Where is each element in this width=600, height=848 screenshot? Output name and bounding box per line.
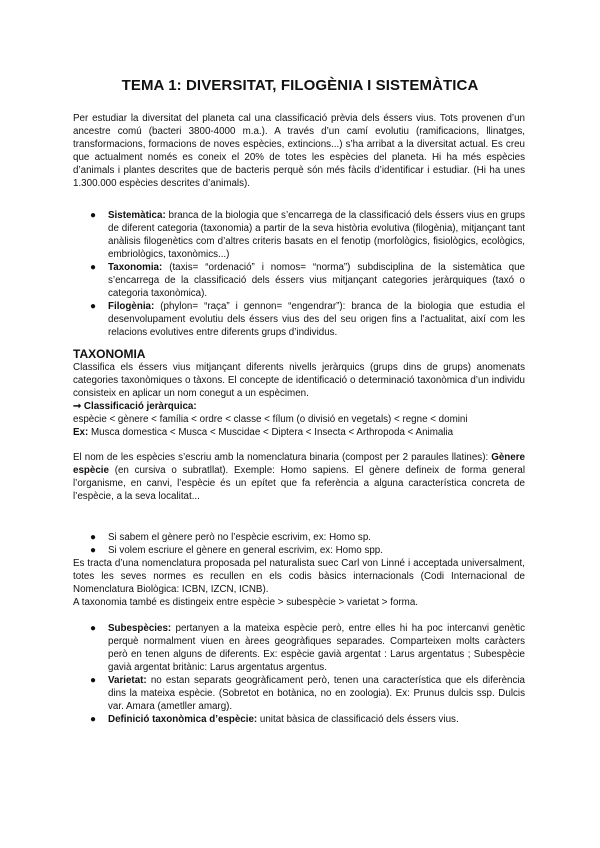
example-line	[73, 426, 525, 439]
below-species-text: A taxonomia també es distingeix entre espècie > subespècie > varietat > forma.	[73, 597, 418, 608]
definition-text: (phylon= “raça” i gennon= “engendrar”): branca de la biologia que estudia el desenvolupament evolutiu dels éssers vius des del seu origen fins a l’actualitat, així com les relacions evolutives entre diferents grups d’individus.	[108, 301, 525, 338]
list-item-text: Si sabem el gènere però no l’espècie escrivim, ex: Homo sp.	[108, 532, 372, 543]
list-item	[73, 209, 525, 261]
definition-term: Taxonomia:	[108, 262, 163, 273]
hierarchy-label: ➞ Classificació jeràrquica:	[73, 401, 197, 412]
nomenclature-list	[73, 531, 525, 557]
bullet-icon: ●	[90, 210, 97, 221]
nomenclature-text-1: El nom de les espècies s’escriu amb la nomenclatura binaria (compost per 2 paraules llatines):	[73, 452, 492, 463]
subcategory-term: Subespècies:	[108, 623, 172, 634]
list-item	[73, 674, 525, 713]
list-item	[73, 531, 525, 544]
definition-term: Filogènia:	[108, 301, 155, 312]
page-title: TEMA 1: DIVERSITAT, FILOGÈNIA I SISTEMÀTICA	[121, 77, 479, 94]
list-item	[73, 622, 525, 674]
subcategories-list	[73, 622, 525, 726]
nomenclature-paragraph	[73, 451, 525, 503]
example-label: Ex:	[73, 427, 89, 438]
hierarchy-line: espècie < gènere < família < ordre < classe < fílum (o divisió en vegetals) < regne < domini	[73, 414, 468, 425]
bullet-icon: ●	[90, 262, 97, 273]
bullet-icon: ●	[90, 545, 97, 556]
subcategory-text: unitat bàsica de classificació dels éssers vius.	[257, 714, 459, 725]
intro-paragraph: Per estudiar la diversitat del planeta cal una classificació prèvia dels éssers vius. Tots provenen d’un ancestre comú (bacteri 3800-4000 m.a.). A través d’un camí evolutiu (ramificacions, llinatges, transformacions, formacions de noves espècies, extincions...) s’ha arribat a la diversitat actual. Es creu que actualment només es coneix el 20% de totes les espècies del planeta. Hi ha més espècies d’animals i plantes descrites que de bacteris perquè són més fàcils d’identificar i estudiar. (Hi ha unes 1.300.000 espècies descrites d’animals).	[73, 113, 525, 189]
subcategory-text: pertanyen a la mateixa espècie però, entre elles hi ha poc intercanvi genètic perquè normalment viuen en àrees geogràfiques separades. Comparteixen molts caràcters però en tenen alguns de diferents. Ex: espècie gavià argentat : Larus argentatus ; Subespècie gavià argentat britànic: Larus argentatus argentus.	[108, 623, 525, 673]
list-item	[73, 261, 525, 300]
bullet-icon: ●	[90, 301, 97, 312]
bullet-icon: ●	[90, 675, 97, 686]
bullet-icon: ●	[90, 532, 97, 543]
bullet-icon: ●	[90, 623, 97, 634]
definition-text: branca de la biologia que s’encarrega de la classificació dels éssers vius en grups de diferent categoria (taxonomia) a partir de la seva història evolutiva (filogènia), mitjançant tant anàlisis filogenètics com d’altres criteris basats en el fenotip (morfològics, fisiològics, ecològics, embriològics, taxonòmics...)	[108, 210, 525, 260]
bullet-icon: ●	[90, 714, 97, 725]
nomenclature-term: Gènere espècie	[73, 452, 525, 476]
subcategory-term: Varietat:	[108, 675, 147, 686]
taxonomy-description: Classifica els éssers vius mitjançant diferents nivells jeràrquics (grups dins de grups) anomenats categories taxonòmiques o tàxons. El concepte de identificació o determinació taxonòmica d’un individu consisteix en aplicar un nom conegut a un espècimen.	[73, 362, 525, 399]
taxonomy-section	[73, 361, 525, 439]
subcategory-term: Definició taxonòmica d’espècie:	[108, 714, 258, 725]
definition-term: Sistemàtica:	[108, 210, 166, 221]
list-item	[73, 300, 525, 339]
list-item	[73, 713, 525, 726]
definitions-list	[73, 209, 525, 339]
nomenclature-text-2: (en cursiva o subratllat). Exemple: Homo sapiens. El gènere defineix de forma general l’organisme, en canvi, l’espècie és un epítet que fa referència a alguna característica concreta de l’espècie, a la seva localitat...	[73, 465, 525, 502]
linne-paragraph	[73, 557, 525, 609]
section-heading-taxonomia: TAXONOMIA	[73, 347, 146, 361]
subcategory-text: no estan separats geogràficament però, tenen una característica que els diferència dins la mateixa espècie. (Sobretot en botànica, no en zoologia). Ex: Prunus dulcis ssp. Dulcis var. Amara (ametller amarg).	[108, 675, 525, 712]
list-item	[73, 544, 525, 557]
definition-text: (taxis= “ordenació” i nomos= “norma”) subdisciplina de la sistemàtica que s’encarrega de la classificació dels éssers vius mitjançant categories jeràrquiques (taxó o categoria taxonòmica).	[108, 262, 525, 299]
linne-text: Es tracta d’una nomenclatura proposada pel naturalista suec Carl von Linné i acceptada universalment, totes les seves normes es recullen en els codis bàsics internacionals (Codi Internacional de Nomenclatura Biològica: ICBN, IZCN, ICNB).	[73, 558, 525, 595]
example-text: Musca domestica < Musca < Muscidae < Diptera < Insecta < Arthropoda < Animalia	[88, 427, 454, 438]
list-item-text: Si volem escriure el gènere en general escrivim, ex: Homo spp.	[108, 545, 383, 556]
